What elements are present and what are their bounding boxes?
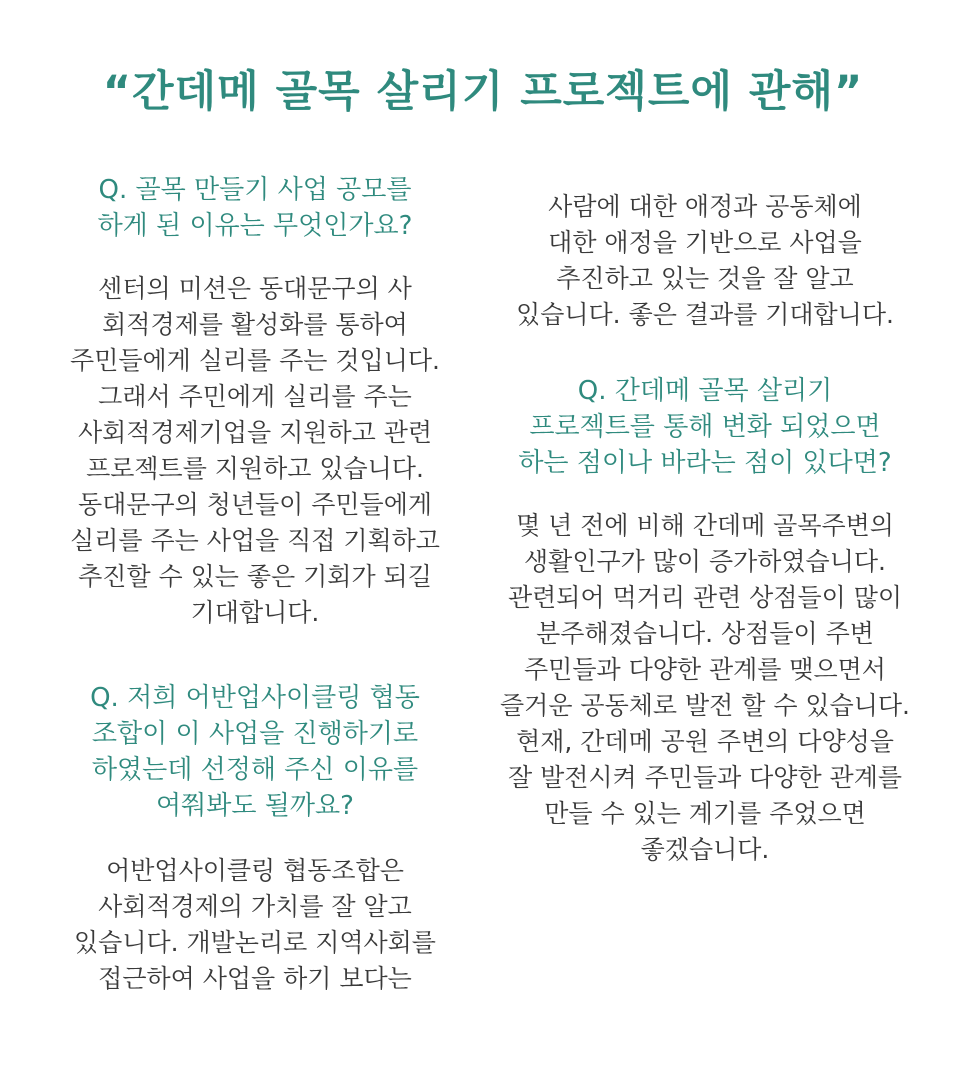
answer-2-continued-block	[480, 189, 930, 333]
question-3-line: 하는 점이나 바라는 점이 있다면?	[518, 448, 892, 478]
question-3-line: 프로젝트를 통해 변화 되었으면	[529, 412, 881, 442]
answer-2	[40, 853, 470, 997]
answer-3-line: 몇 년 전에 비해 간데메 골목주변의	[516, 511, 894, 540]
answer-2-line: 대한 애정을 기반으로 사업을	[548, 228, 862, 257]
answer-3-line: 주민들과 다양한 관계를 맺으면서	[524, 655, 886, 684]
answer-3-line: 현재, 간데메 공원 주변의 다양성을	[516, 727, 894, 756]
answer-2-line: 어반업사이클링 협동조합은	[106, 856, 404, 885]
left-column	[40, 172, 470, 244]
answer-3-line: 좋겠습니다.	[640, 835, 770, 864]
answer-2-line: 사람에 대한 애정과 공동체에	[548, 192, 862, 221]
answer-3-line: 만들 수 있는 계기를 주었으면	[544, 799, 866, 828]
answer-2-line: 있습니다. 개발논리로 지역사회를	[74, 928, 436, 957]
question-3-line: Q. 간데메 골목 살리기	[577, 376, 833, 406]
answer-2-block	[40, 853, 470, 997]
answer-3-line: 관련되어 먹거리 관련 상점들이 많이	[507, 583, 903, 612]
question-3	[480, 373, 930, 481]
answer-3-line: 잘 발전시켜 주민들과 다양한 관계를	[507, 763, 903, 792]
question-1-line: Q. 골목 만들기 사업 공모를	[98, 175, 412, 205]
answer-2-line: 있습니다. 좋은 결과를 기대합니다.	[516, 300, 894, 329]
answer-3-line: 생활인구가 많이 증가하였습니다.	[524, 547, 886, 576]
answer-1-line: 프로젝트를 지원하고 있습니다.	[86, 454, 424, 483]
page-title: “간데메 골목 살리기 프로젝트에 관해”	[102, 67, 864, 117]
answer-1-line: 동대문구의 청년들이 주민들에게	[78, 490, 432, 519]
question-2-block	[40, 680, 470, 824]
question-2-line: Q. 저희 어반업사이클링 협동	[90, 683, 420, 713]
answer-1-line: 센터의 미션은 동대문구의 사	[98, 274, 412, 303]
answer-1-block	[40, 271, 470, 631]
answer-1-line: 추진할 수 있는 좋은 기회가 되길	[78, 562, 432, 591]
answer-1-line: 실리를 주는 사업을 직접 기획하고	[70, 526, 440, 555]
question-2	[40, 680, 470, 824]
answer-1-line: 회적경제를 활성화를 통하여	[102, 310, 408, 339]
answer-1-line: 기대합니다.	[190, 598, 320, 627]
question-1	[40, 172, 470, 244]
answer-1-line: 주민들에게 실리를 주는 것입니다.	[70, 346, 440, 375]
answer-1-line: 사회적경제기업을 지원하고 관련	[78, 418, 432, 447]
answer-1-line: 그래서 주민에게 실리를 주는	[98, 382, 412, 411]
answer-2-line: 추진하고 있는 것을 잘 알고	[556, 264, 854, 293]
question-3-block	[480, 373, 930, 481]
answer-3	[480, 508, 930, 868]
answer-3-line: 분주해졌습니다. 상점들이 주변	[536, 619, 874, 648]
question-1-line: 하게 된 이유는 무엇인가요?	[97, 211, 413, 241]
question-2-line: 조합이 이 사업을 진행하기로	[91, 719, 419, 749]
answer-1	[40, 271, 470, 631]
answer-2-continued	[480, 189, 930, 333]
question-2-line: 하였는데 선정해 주신 이유를	[91, 755, 419, 785]
answer-2-line: 사회적경제의 가치를 잘 알고	[98, 892, 412, 921]
answer-3-block	[480, 508, 930, 868]
answer-2-line: 접근하여 사업을 하기 보다는	[98, 964, 412, 993]
answer-3-line: 즐거운 공동체로 발전 할 수 있습니다.	[500, 691, 910, 720]
question-2-line: 여쭤봐도 될까요?	[156, 791, 354, 821]
